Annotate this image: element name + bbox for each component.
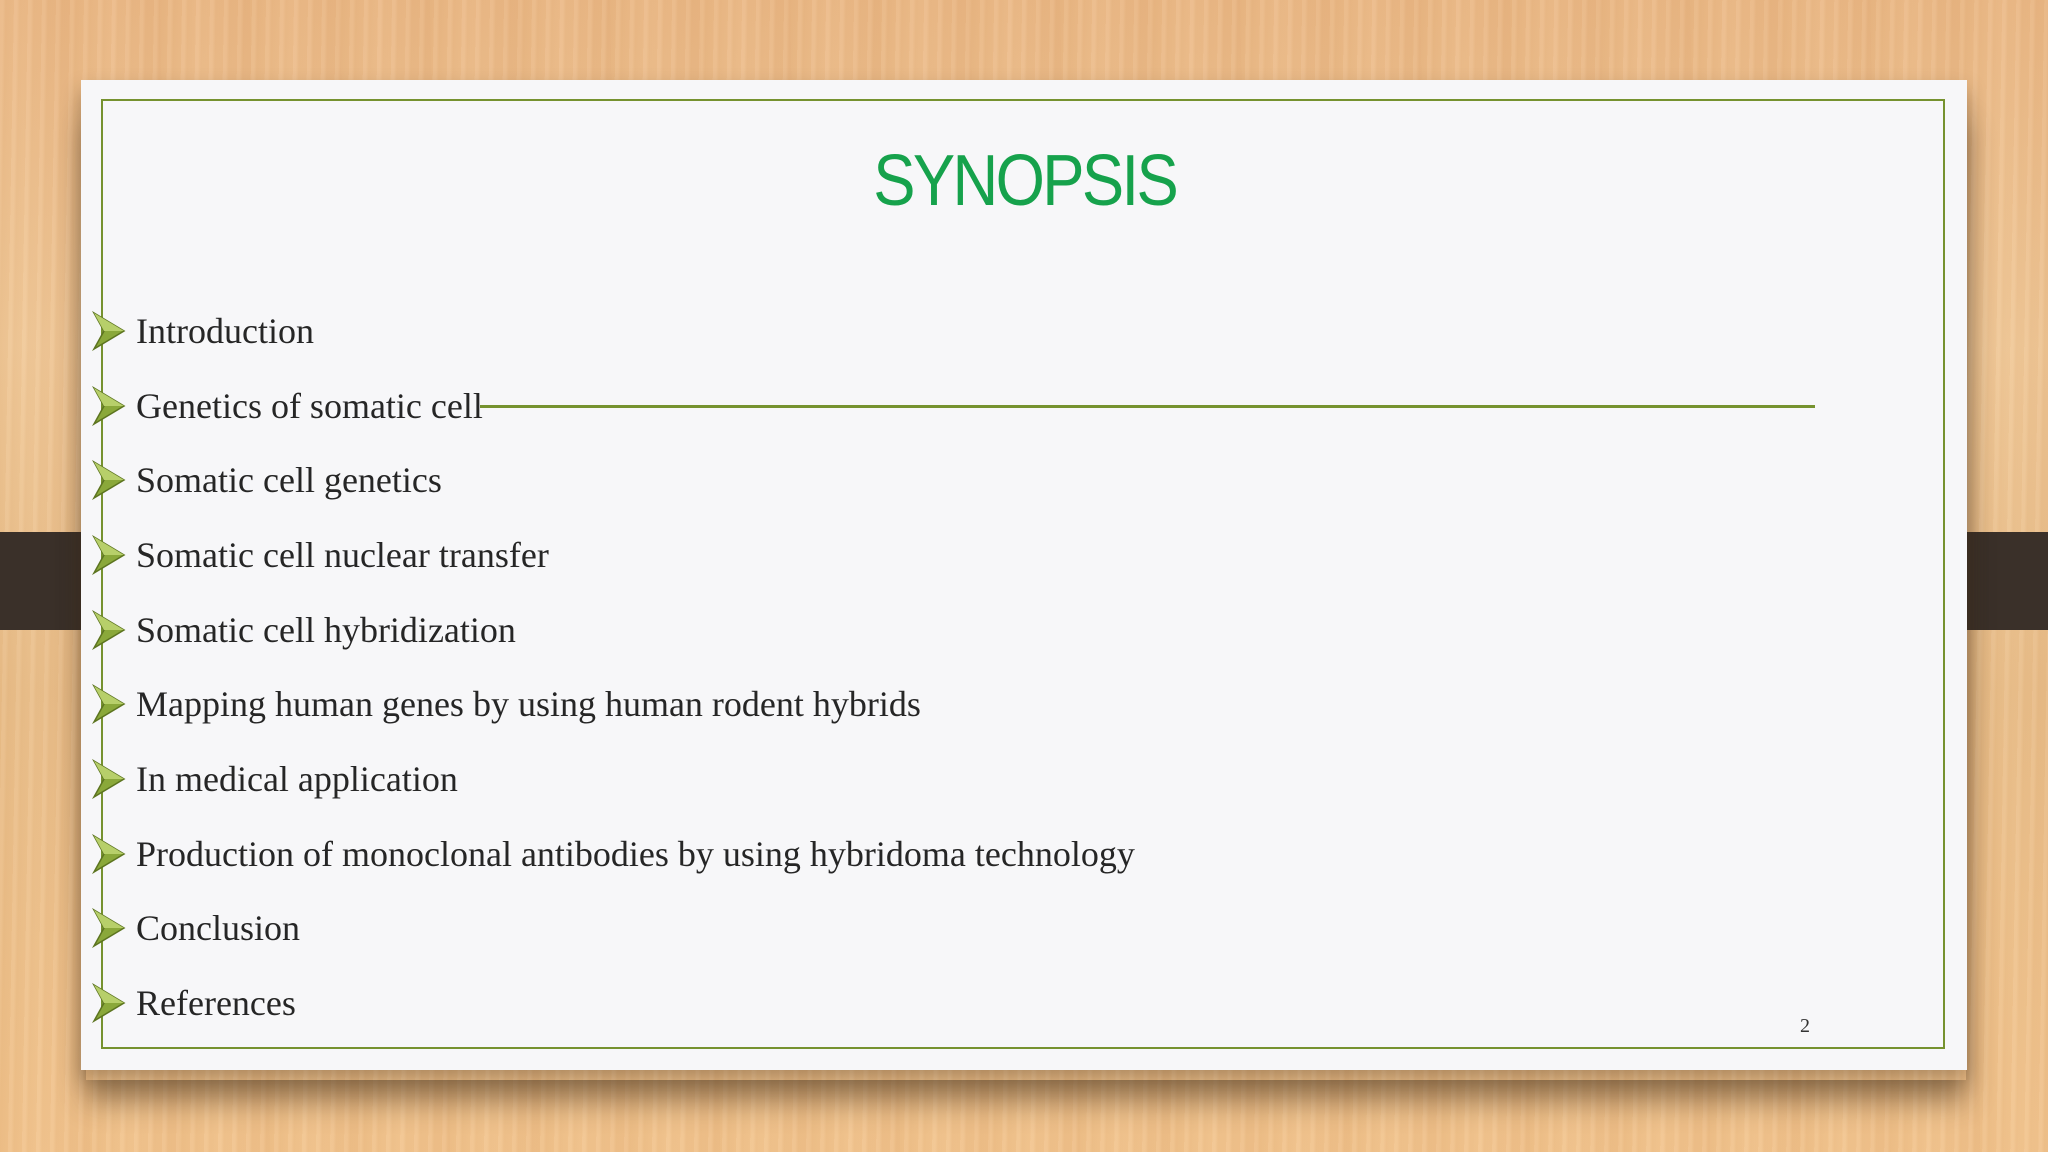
slide-title: SYNOPSIS — [873, 141, 1177, 221]
bullet-text: Conclusion — [136, 908, 301, 948]
bullet-text: Genetics of somatic cell — [136, 386, 483, 426]
bullet-text: Introduction — [136, 311, 314, 351]
bullet-text: In medical application — [136, 759, 458, 799]
bullet-text: Production of monoclonal antibodies by using hybridoma technology — [136, 834, 1135, 874]
arrow-bullet-icon — [92, 535, 126, 575]
bullet-text: Somatic cell hybridization — [136, 610, 516, 650]
bullet-text: Somatic cell nuclear transfer — [136, 535, 549, 575]
arrow-bullet-icon — [92, 983, 126, 1023]
arrow-bullet-icon — [92, 311, 126, 351]
bullet-text: References — [136, 983, 296, 1023]
arrow-bullet-icon — [92, 684, 126, 724]
bullet-text: Mapping human genes by using human rodent hybrids — [136, 684, 921, 724]
arrow-bullet-icon — [92, 610, 126, 650]
arrow-bullet-icon — [92, 908, 126, 948]
arrow-bullet-icon — [92, 834, 126, 874]
page-number: 2 — [1800, 1015, 1810, 1037]
arrow-bullet-icon — [92, 759, 126, 799]
bullet-text: Somatic cell genetics — [136, 460, 442, 500]
title-underline — [480, 405, 1815, 408]
arrow-bullet-icon — [92, 386, 126, 426]
arrow-bullet-icon — [92, 460, 126, 500]
